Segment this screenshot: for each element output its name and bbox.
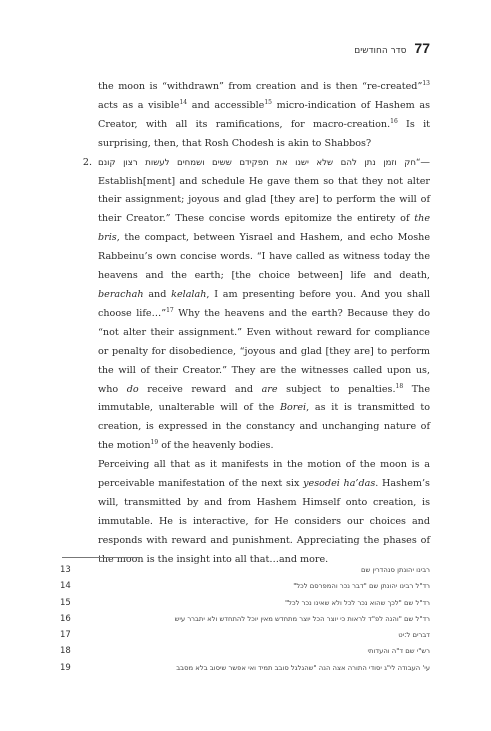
footnotes <box>60 565 430 679</box>
footnote-number: 18 <box>60 646 71 657</box>
page-number: 77 <box>414 40 430 56</box>
footnote-ref-17[interactable]: 17 <box>166 306 174 314</box>
footnote-ref-15[interactable]: 15 <box>264 98 272 106</box>
footnote <box>60 581 430 597</box>
hebrew-quote: “חק וזמן נתן להם שלא ישנו את תפקידם ששים ושמחים לעשות רצון קונם <box>98 157 421 168</box>
paragraph-continued: the moon is “withdrawn” from creation and is then “re-created”$^{13}$ acts as a visible$^{14}$ and accessible$^{15}$ micro-indication of Hashem as Creator, with all its ramifications, for macro-creation.$^{16}$ Is it surprising, then, that Rosh Chodesh is akin to Shabbos? <box>98 79 430 149</box>
footnote-ref-14[interactable]: 14 <box>179 98 188 106</box>
footnote-ref-13[interactable]: 13 <box>422 79 430 87</box>
footnote-text: רד"ל שם "והנה לפ"ד לראות כי יוצר הכל יוצר מתחדש מאין יוכל להתחדש ולא יתברר עיש <box>174 614 430 623</box>
running-header <box>340 40 430 60</box>
footnote-number: 13 <box>60 565 71 575</box>
footnote <box>60 630 430 646</box>
footnote-number: 17 <box>60 630 71 641</box>
footnote-ref-16[interactable]: 16 <box>390 117 398 125</box>
footnote-text: רש"י שם ד"ה והעדותי <box>367 647 430 656</box>
item-2-text: “חק וזמן נתן להם שלא ישנו את תפקידם ששים ושמחים לעשות רצון קונם—Establish[ment] and schedule He gave them so that they not alter their assignment; joyous and glad [they are] to perform the will of their Creator.” These concise words epitomize the entirety of the bris, the compact, between Yisrael and Hashem, and echo Moshe Rabbeinu’s own concise words. “I have called as witness today the heavens and the earth; [the choice between] life and death, berachah and kelalah, I am presenting before you. And you shall choose life…”$^{17}$ Why the heavens and the earth? Because they do “not alter their assignment.” Even without reward for compliance or penalty for disobedience, “joyous and glad [they are] to perform the will of their Creator.” They are the witnesses called upon us, who do receive reward and are subject to penalties.$^{18}$ The immutable, unalterable will of the Borei, as it is transmitted to creation, is expressed in the constancy and unchanging nature of the motion$^{19}$ of the heavenly bodies. <box>98 156 431 452</box>
footnote-text: רד"ל רבינו יהונתן שם "דבר נכר והמפרסם לכל" <box>293 582 430 591</box>
footnote <box>60 614 430 630</box>
numbered-item-2 <box>82 154 431 457</box>
footnote-text: דברים ל:יט <box>398 631 430 640</box>
footnote <box>60 598 430 614</box>
item-number: 2. <box>82 156 92 168</box>
footnote <box>60 663 430 679</box>
footnote-ref-18[interactable]: 18 <box>395 382 404 390</box>
footnote-number: 15 <box>60 597 71 608</box>
footnote-text: רבינו יהונתן סנהדרין שם <box>360 566 430 574</box>
footnote-divider <box>62 557 140 558</box>
footnote-number: 16 <box>60 613 71 624</box>
running-header-title: סדר החודשים <box>354 46 407 56</box>
footnote-text: עי' העבודה לי"ג יסודי התורה אצה הנה "שהגלגל סובב תמיד ואי אפשר שיסוב בלא מסבב <box>176 663 430 672</box>
footnote-ref-19[interactable]: 19 <box>150 439 159 447</box>
body-text <box>82 78 431 570</box>
footnote-number: 14 <box>60 581 71 592</box>
footnote <box>60 565 430 581</box>
footnote-number: 19 <box>60 662 71 673</box>
footnote <box>60 646 430 662</box>
footnote-text: רד"ל שם "לכך שהוא נכר לכל ולא שאינו נכר לכל" <box>285 598 430 607</box>
closing-paragraph: Perceiving all that as it manifests in the motion of the moon is a perceivable manifestation of the next six yesodei ha’das. Hashem’s will, transmitted by and from Hashem Himself onto creation, is immutable. He is interactive, for He considers our choices and responds with reward and punishment. Appreciating the phases of the moon is the insight into all that…and more. <box>98 459 430 565</box>
